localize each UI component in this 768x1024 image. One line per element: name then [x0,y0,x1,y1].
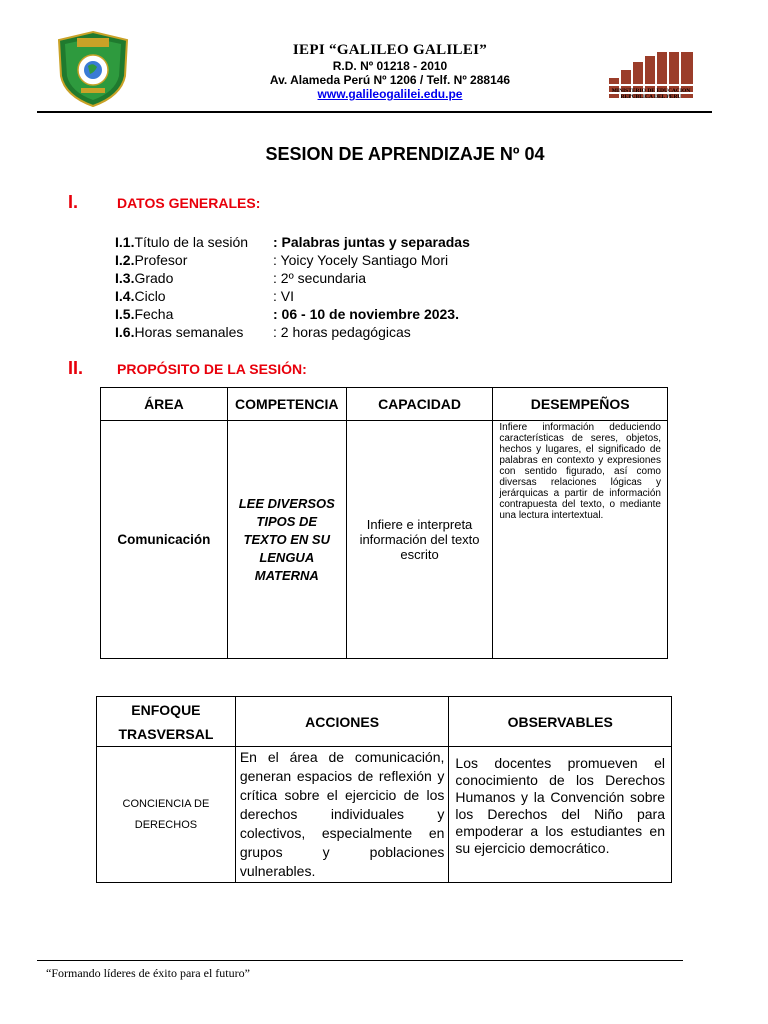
footer-divider [37,960,683,961]
header-enfoque: ENFOQUE TRASVERSAL [97,697,236,747]
footer-motto: “Formando líderes de éxito para el futuro” [46,966,250,980]
item-label: Fecha [134,306,174,322]
item-code: I.3. [115,270,135,286]
item-code: I.5. [115,306,135,322]
list-item [115,269,367,287]
header-observables: OBSERVABLES [449,697,672,747]
item-value: : 2º secundaria [273,270,367,286]
item-value: : Palabras juntas y separadas [273,234,470,250]
item-value: : 06 - 10 de noviembre 2023. [273,306,459,322]
list-item [115,287,295,305]
school-website-link[interactable]: www.galileogalilei.edu.pe [317,87,463,101]
item-value: : VI [273,288,295,304]
section-1-number: I. [68,192,79,212]
item-code: I.1. [115,234,135,250]
header-area: ÁREA [101,388,228,421]
cell-desempenos: Infiere información deduciendo características de seres, objetos, hechos y lugares, el significado de palabras en contexto y expresiones con sentido figurado, así como diversas relaciones lógicas y jerárquicas a partir de información contrapuesta del texto, o mediante una lectura intertextual. [493,421,668,659]
section-2-number: II. [68,358,84,378]
cell-capacidad: Infiere e interpreta información del texto escrito [346,421,493,659]
document-title: SESION DE APRENDIZAJE Nº 04 [265,144,545,164]
school-name: IEPI “GALILEO GALILEI” [292,42,488,58]
header-desempenos: DESEMPEÑOS [493,388,668,421]
item-code: I.2. [115,252,135,268]
cell-enfoque: CONCIENCIA DE DERECHOS [97,747,236,883]
header-divider [37,111,712,113]
section-1-title: DATOS GENERALES: [117,195,261,211]
general-data-list [115,233,470,341]
item-value: : 2 horas pedagógicas [273,324,411,340]
section-2-title: PROPÓSITO DE LA SESIÓN: [117,361,307,377]
item-label: Título de la sesión [134,234,249,250]
header-acciones: ACCIONES [235,697,449,747]
school-rd: R.D. Nº 01218 - 2010 [332,59,448,73]
letterhead [0,0,768,115]
table-header-row [101,388,668,421]
school-crest-icon [57,30,129,108]
cross-cutting-table [96,696,672,883]
school-info [230,42,550,101]
cell-area: Comunicación [101,421,228,659]
item-value: : Yoicy Yocely Santiago Mori [273,252,449,268]
cell-acciones: En el área de comunicación, generan espacios de reflexión y crítica sobre el ejercicio de los derechos individuales y colectivos, especialmente en grupos y poblaciones vulnerables. [235,747,449,883]
table-header-row [97,697,672,747]
purpose-table [100,387,668,659]
item-label: Profesor [134,252,188,268]
list-item [115,251,449,269]
table-row [97,747,672,883]
school-address: Av. Alameda Perú Nº 1206 / Telf. Nº 288146 [269,73,511,87]
cell-observables: Los docentes promueven el conocimiento de los Derechos Humanos y la Convención sobre los Derechos del Niño para empoderar a los estudiantes en su ejercicio democrático. [449,747,672,883]
item-code: I.6. [115,324,135,340]
item-label: Ciclo [134,288,166,304]
cell-competencia: LEE DIVERSOS TIPOS DE TEXTO EN SU LENGUA MATERNA [227,421,346,659]
item-code: I.4. [115,288,135,304]
ministry-caption: MINISTERIO DE EDUCACION REPUBLICA DEL PERU [611,88,691,100]
header-capacidad: CAPACIDAD [346,388,493,421]
item-label: Horas semanales [134,324,244,340]
item-label: Grado [134,270,174,286]
list-item [115,323,411,341]
table-row [101,421,668,659]
list-item [115,305,459,323]
header-competencia: COMPETENCIA [227,388,346,421]
list-item [115,233,470,251]
